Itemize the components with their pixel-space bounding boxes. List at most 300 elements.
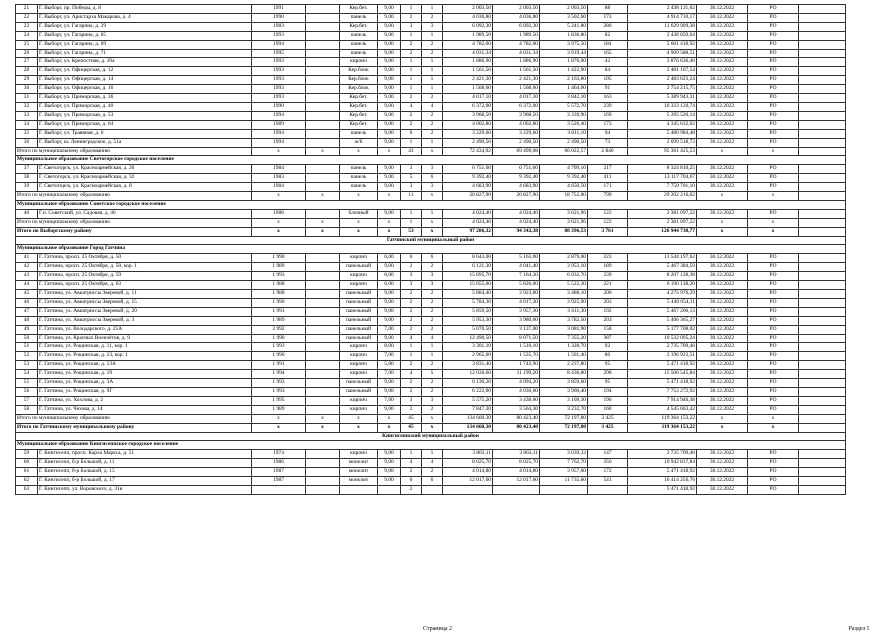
subtotal-label: Итого по муниципальному образованию xyxy=(16,414,252,423)
table-cell xyxy=(340,485,378,494)
table-row xyxy=(16,40,846,49)
table-cell: РО xyxy=(748,174,799,183)
table-cell-empty xyxy=(799,13,846,22)
municipality-header-row xyxy=(16,441,846,450)
table-cell xyxy=(306,183,340,192)
table-cell-empty xyxy=(799,477,846,486)
table-cell: 1 568,60 xyxy=(493,85,540,94)
table-cell: 6,00 xyxy=(378,281,401,290)
table-cell: 3 xyxy=(422,281,443,290)
table-cell: 37 xyxy=(16,165,38,174)
table-cell xyxy=(306,31,340,40)
table-cell xyxy=(306,120,340,129)
table-cell: Г. Гатчина, ул. Чехова, д. 14 xyxy=(38,405,252,414)
table-cell: 3 011,10 xyxy=(540,129,588,138)
table-cell: 2 xyxy=(422,468,443,477)
table-cell: 2 879,00 xyxy=(540,254,588,263)
table-cell: 48 xyxy=(16,316,38,325)
table-cell: РО xyxy=(748,477,799,486)
table-cell: 3 339,90 xyxy=(540,111,588,120)
table-cell: Г. Гатчина, ул. Авиатриссы Зверевой, д. 15 xyxy=(38,298,252,307)
table-cell: 3 xyxy=(401,165,422,174)
table-cell: Г. Светогорск, ул. Красноармейская, д. 8 xyxy=(38,183,252,192)
table-cell: 1986 xyxy=(252,209,306,218)
table-cell: 4 782,00 xyxy=(443,40,493,49)
table-cell: 5 480 984,48 xyxy=(628,129,697,138)
table-cell: 1991 xyxy=(252,5,306,14)
table-cell: РО xyxy=(748,102,799,111)
table-row xyxy=(16,343,846,352)
table-cell: 12 017,60 xyxy=(493,477,540,486)
table-cell: панель xyxy=(340,31,378,40)
table-cell: 2 xyxy=(401,361,422,370)
table-cell: панель xyxy=(340,40,378,49)
table-cell: 3 953,10 xyxy=(540,263,588,272)
table-row xyxy=(16,129,846,138)
table-cell: 203 xyxy=(588,298,628,307)
table-cell: панельный xyxy=(340,298,378,307)
table-cell: Г. Гатчина, ул. Рощинская, д. 9Г xyxy=(38,387,252,396)
table-cell: 3 782,50 xyxy=(540,316,588,325)
table-cell: Кер.бет. xyxy=(340,120,378,129)
table-row xyxy=(16,5,846,14)
subtotal-cell: 3 761 xyxy=(588,227,628,236)
table-cell: 43 xyxy=(16,272,38,281)
table-cell: 7 914 946,38 xyxy=(628,396,697,405)
table-cell: 1 510,10 xyxy=(493,343,540,352)
municipality-header-row xyxy=(16,245,846,254)
table-cell: 4 275 976,29 xyxy=(628,290,697,299)
table-cell: 82 xyxy=(588,31,628,40)
table-cell: 1995 xyxy=(252,49,306,58)
table-cell: 80 xyxy=(588,352,628,361)
table-cell xyxy=(422,485,443,494)
table-cell: Г. Выборг, ул. Приморская, д. 36 xyxy=(38,94,252,103)
subtotal-cell: 20 827,90 xyxy=(493,192,540,201)
table-cell: Г. Кингисепп, б-р Большой, д. 11 xyxy=(38,459,252,468)
table-cell: 171 xyxy=(588,183,628,192)
table-cell: Г. Выборг, ул. Гагарина, д. 29 xyxy=(38,22,252,31)
table-cell xyxy=(306,379,340,388)
table-cell: 3 859,60 xyxy=(540,379,588,388)
table-cell xyxy=(306,370,340,379)
table-cell: РО xyxy=(748,316,799,325)
table-cell: 30.12.2022 xyxy=(697,85,748,94)
table-cell: 50 xyxy=(16,334,38,343)
table-cell-empty xyxy=(799,272,846,281)
table-cell: ж/б xyxy=(340,138,378,147)
table-cell: 1974 xyxy=(252,450,306,459)
table-cell: 6 121,30 xyxy=(443,263,493,272)
table-cell: РО xyxy=(748,111,799,120)
table-cell: 5 522,30 xyxy=(540,281,588,290)
table-cell: Г. Светогорск, ул. Красноармейская, д. 26 xyxy=(38,165,252,174)
table-cell: 6 xyxy=(401,254,422,263)
table-cell: 1 501,40 xyxy=(540,352,588,361)
table-cell: 6 092,30 xyxy=(443,22,493,31)
table-cell: 5 xyxy=(401,174,422,183)
page-number: Страница 2 xyxy=(422,626,453,632)
table-cell: 12 030,60 xyxy=(443,370,493,379)
table-cell: 2 xyxy=(401,120,422,129)
table-cell: 1 xyxy=(422,31,443,40)
table-cell: 30.12.2022 xyxy=(697,22,748,31)
table-row xyxy=(16,281,846,290)
municipality-header: Муниципальное образование Светогорское городское поселение xyxy=(16,156,846,165)
table-cell: 1 994 xyxy=(252,370,306,379)
table-cell: 1 xyxy=(422,85,443,94)
table-cell: Г. Гатчина, ул. Авиатриссы Зверевой, д. 3 xyxy=(38,316,252,325)
table-cell: 6 130,20 xyxy=(443,379,493,388)
table-cell: 8 643,00 xyxy=(443,254,493,263)
table-cell: 1 xyxy=(401,31,422,40)
table-cell: 3 876 636,46 xyxy=(628,58,697,67)
subtotal-cell: x xyxy=(306,423,340,432)
table-cell: РО xyxy=(748,138,799,147)
table-cell: Г. Гатчина, ул. Рощинская, д. 11, кор. 1 xyxy=(38,343,252,352)
table-cell: 6 222,00 xyxy=(443,387,493,396)
table-cell: кирпич xyxy=(340,370,378,379)
table-cell: 30.12.2022 xyxy=(697,254,748,263)
table-cell: 1983 xyxy=(252,22,306,31)
table-cell-empty xyxy=(799,414,846,423)
table-cell: 3 502,60 xyxy=(540,13,588,22)
table-cell: 2 xyxy=(422,129,443,138)
table-cell xyxy=(306,396,340,405)
table-row xyxy=(16,468,846,477)
table-cell: РО xyxy=(748,325,799,334)
table-cell: 4 545 663,42 xyxy=(628,405,697,414)
subtotal-cell: x xyxy=(697,423,748,432)
table-cell-empty xyxy=(799,485,846,494)
section-label: Раздел I xyxy=(848,626,869,632)
table-cell: 172 xyxy=(588,468,628,477)
table-cell: 30.12.2022 xyxy=(697,316,748,325)
table-cell-empty xyxy=(799,85,846,94)
table-cell: РО xyxy=(748,40,799,49)
table-cell xyxy=(306,361,340,370)
table-row xyxy=(16,67,846,76)
table-cell: 9,00 xyxy=(378,298,401,307)
table-cell: 4 xyxy=(422,334,443,343)
table-cell: 11 544 197,62 xyxy=(628,254,697,263)
table-cell: панельный xyxy=(340,387,378,396)
table-cell xyxy=(306,138,340,147)
table-cell: 5 471 418,92 xyxy=(628,361,697,370)
register-sheet xyxy=(15,4,845,495)
table-row xyxy=(16,165,846,174)
table-cell: 1 535,70 xyxy=(493,352,540,361)
table-cell: 2 xyxy=(401,379,422,388)
table-cell-empty xyxy=(799,58,846,67)
table-cell: 30.12.2022 xyxy=(697,379,748,388)
table-cell-empty xyxy=(799,325,846,334)
table-cell xyxy=(306,477,340,486)
table-cell xyxy=(306,450,340,459)
table-cell-empty xyxy=(799,450,846,459)
table-cell: 2 xyxy=(401,405,422,414)
table-cell-empty xyxy=(799,343,846,352)
table-cell: РО xyxy=(748,468,799,477)
table-cell: 30 xyxy=(16,85,38,94)
table-cell: 196 xyxy=(588,396,628,405)
table-cell: 2 003,50 xyxy=(493,5,540,14)
table-cell-empty xyxy=(799,165,846,174)
table-cell: панельный xyxy=(340,334,378,343)
table-cell: 3 229,60 xyxy=(493,129,540,138)
subtotal-cell: x xyxy=(748,414,799,423)
subtotal-label: Итого по Выборгскому району xyxy=(16,227,252,236)
table-cell: 3 925,00 xyxy=(540,298,588,307)
table-cell: 47 xyxy=(16,307,38,316)
subtotal-cell: x xyxy=(422,227,443,236)
table-cell: 42 xyxy=(16,263,38,272)
table-cell-empty xyxy=(799,379,846,388)
table-cell-empty xyxy=(799,209,846,218)
table-cell: Кер.бет. xyxy=(340,22,378,31)
table-cell: 239 xyxy=(588,102,628,111)
table-cell: 54 xyxy=(16,370,38,379)
table-cell: 4 xyxy=(401,459,422,468)
subtotal-cell: 80 423,40 xyxy=(493,414,540,423)
table-cell: 15 895,70 xyxy=(443,272,493,281)
subtotal-cell: x xyxy=(748,218,799,227)
table-cell: Г. Выборг, пр. Победы, д. 8 xyxy=(38,5,252,14)
table-cell: 2 xyxy=(401,325,422,334)
table-row xyxy=(16,272,846,281)
table-cell: 6,00 xyxy=(378,272,401,281)
table-cell: 2 490,50 xyxy=(540,138,588,147)
table-cell: 3 863,11 xyxy=(493,450,540,459)
table-cell: Г. Гатчина, просп. 25 Октября, д. 50, кор. 1 xyxy=(38,263,252,272)
table-cell: 387 xyxy=(588,334,628,343)
table-cell: 2 237,80 xyxy=(540,361,588,370)
table-cell: 1 995 xyxy=(252,396,306,405)
municipality-header: Муниципальное образование Советское городское поселение xyxy=(16,200,846,209)
table-row xyxy=(16,31,846,40)
table-cell: 1 464,00 xyxy=(540,85,588,94)
table-cell: 30.12.2022 xyxy=(697,405,748,414)
table-cell: 2 xyxy=(401,307,422,316)
table-cell: 40 xyxy=(16,209,38,218)
table-cell: 55 xyxy=(16,379,38,388)
table-cell: 30.12.2022 xyxy=(697,183,748,192)
table-cell: РО xyxy=(748,165,799,174)
table-cell: 6 xyxy=(401,477,422,486)
table-cell: 1 991 xyxy=(252,307,306,316)
subtotal-cell: 3 621,96 xyxy=(540,218,588,227)
table-cell: 8 071,50 xyxy=(493,334,540,343)
table-cell: 2 xyxy=(422,325,443,334)
table-cell xyxy=(306,165,340,174)
table-cell: 4 683,90 xyxy=(443,183,493,192)
table-cell: 1 xyxy=(422,450,443,459)
table-cell: 30.12.2022 xyxy=(697,307,748,316)
subtotal-cell: x xyxy=(697,147,748,156)
table-row xyxy=(16,174,846,183)
table-cell: 2 483 623,24 xyxy=(628,76,697,85)
table-cell: панель xyxy=(340,183,378,192)
table-cell: 3 xyxy=(401,281,422,290)
table-row xyxy=(16,450,846,459)
table-cell xyxy=(306,263,340,272)
subtotal-cell: x xyxy=(378,147,401,156)
table-cell: 2 xyxy=(422,111,443,120)
table-cell: 1 876,00 xyxy=(540,58,588,67)
table-cell: 9,00 xyxy=(378,85,401,94)
subtotal-cell: x xyxy=(697,192,748,201)
table-cell: монолит xyxy=(340,477,378,486)
subtotal-cell: x xyxy=(340,423,378,432)
table-cell: Кер.бет. xyxy=(340,111,378,120)
table-cell: 3 968,50 xyxy=(493,111,540,120)
table-cell: 5 572,70 xyxy=(540,102,588,111)
table-cell: 5 389 943,31 xyxy=(628,94,697,103)
table-cell: 184 xyxy=(588,40,628,49)
table-cell: 61 xyxy=(16,468,38,477)
table-cell: 173 xyxy=(588,120,628,129)
table-cell xyxy=(306,290,340,299)
table-cell: 30.12.2022 xyxy=(697,352,748,361)
table-cell-empty xyxy=(799,67,846,76)
table-cell: 1 993 xyxy=(252,379,306,388)
table-cell: 1 422,90 xyxy=(540,67,588,76)
table-cell-empty xyxy=(799,192,846,201)
table-cell: 160 xyxy=(588,405,628,414)
table-cell: 3 xyxy=(422,183,443,192)
table-cell: 189 xyxy=(588,263,628,272)
table-cell: 1 xyxy=(422,58,443,67)
table-cell: 4 024,40 xyxy=(443,209,493,218)
table-cell xyxy=(306,174,340,183)
subtotal-label: Итого по Гатчинскому муниципальному району xyxy=(16,423,252,432)
subtotal-cell: x xyxy=(697,414,748,423)
table-cell: 11 629 909,38 xyxy=(628,22,697,31)
table-cell: 1994 xyxy=(252,40,306,49)
table-cell: 3 039,33 xyxy=(540,450,588,459)
table-cell: 8 436,80 xyxy=(540,370,588,379)
table-cell: РО xyxy=(748,120,799,129)
table-cell-empty xyxy=(799,138,846,147)
table-row xyxy=(16,209,846,218)
table-cell-empty xyxy=(799,387,846,396)
table-cell: 4 017,10 xyxy=(443,94,493,103)
table-cell: 4 031,34 xyxy=(493,49,540,58)
table-cell: 30.12.2022 xyxy=(697,31,748,40)
table-cell: Г. Гатчина, просп. 25 Октября, д. 50 xyxy=(38,254,252,263)
table-cell: РО xyxy=(748,290,799,299)
table-cell: 5 471 418,92 xyxy=(628,379,697,388)
table-cell: 30.12.2022 xyxy=(697,49,748,58)
table-cell: панельный xyxy=(340,263,378,272)
table-cell: 41 xyxy=(16,254,38,263)
table-cell: 1 xyxy=(401,5,422,14)
subtotal-cell: 53 xyxy=(401,227,422,236)
table-cell: РО xyxy=(748,272,799,281)
table-cell: РО xyxy=(748,352,799,361)
table-cell: 5 070,50 xyxy=(443,325,493,334)
table-cell: 73 xyxy=(588,138,628,147)
table-cell: 2 xyxy=(422,316,443,325)
table-cell: 1 xyxy=(422,138,443,147)
table-cell: 1 990 xyxy=(252,352,306,361)
table-cell xyxy=(540,485,588,494)
table-cell: 3 109,30 xyxy=(540,396,588,405)
table-cell xyxy=(306,13,340,22)
table-cell: 2 xyxy=(422,290,443,299)
table-cell: 9,00 xyxy=(378,58,401,67)
table-row xyxy=(16,379,846,388)
table-cell: 7 762,70 xyxy=(540,459,588,468)
table-cell: 1 xyxy=(401,352,422,361)
subtotal-cell: x xyxy=(306,414,340,423)
table-cell: 30.12.2022 xyxy=(697,450,748,459)
table-cell: 12 017,60 xyxy=(443,477,493,486)
table-cell-empty xyxy=(799,94,846,103)
table-cell: 30.12.2022 xyxy=(697,272,748,281)
table-cell: 1 328,70 xyxy=(540,343,588,352)
subtotal-cell: 29 202 216,02 xyxy=(628,192,697,201)
table-cell: 1 xyxy=(422,343,443,352)
table-cell: 1986 xyxy=(252,459,306,468)
table-cell: Г. Выборг, ул. Офицерская, д. 14 xyxy=(38,76,252,85)
table-cell: 1 989,50 xyxy=(443,31,493,40)
table-cell: 3 xyxy=(401,396,422,405)
table-cell: 9,00 xyxy=(378,94,401,103)
table-cell: 30.12.2022 xyxy=(697,67,748,76)
table-cell: кирпич xyxy=(340,396,378,405)
table-cell: 6 xyxy=(401,129,422,138)
table-cell: 9,00 xyxy=(378,334,401,343)
table-cell xyxy=(306,209,340,218)
table-cell: 30.12.2022 xyxy=(697,111,748,120)
subtotal-cell: x xyxy=(252,192,306,201)
table-cell: 217 xyxy=(588,165,628,174)
table-cell xyxy=(306,387,340,396)
table-cell: Г. Гатчина, ул. Хохлова, д. 2 xyxy=(38,396,252,405)
table-cell: 22 xyxy=(16,13,38,22)
table-cell: 1 xyxy=(422,209,443,218)
table-cell: 6 xyxy=(422,254,443,263)
table-cell: 9,00 xyxy=(378,316,401,325)
subtotal-cell: 95 361 425,53 xyxy=(628,147,697,156)
table-cell: 9,00 xyxy=(378,67,401,76)
table-cell: 1 993 xyxy=(252,387,306,396)
table-cell: 2 196 923,51 xyxy=(628,352,697,361)
table-cell: 2 438 059,64 xyxy=(628,31,697,40)
subtotal-row xyxy=(16,192,846,201)
table-cell: 1 xyxy=(401,58,422,67)
table-cell: 9,00 xyxy=(378,76,401,85)
subtotal-cell: 88 396,53 xyxy=(540,227,588,236)
table-cell: Г. Выборг, ул. Приморская, д. 53 xyxy=(38,111,252,120)
table-cell: 5 466 365,27 xyxy=(628,316,697,325)
table-cell: 12 490,50 xyxy=(443,334,493,343)
table-cell: 1983 xyxy=(252,174,306,183)
table-cell: 1993 xyxy=(252,85,306,94)
table-cell: Г. Гатчина, ул. Авиатриссы Зверевой, д. 11 xyxy=(38,290,252,299)
table-row xyxy=(16,49,846,58)
table-cell: РО xyxy=(748,31,799,40)
subtotal-cell: 80 423,40 xyxy=(493,423,540,432)
table-cell: 1 989,50 xyxy=(493,31,540,40)
subtotal-cell: x xyxy=(697,227,748,236)
table-cell-empty xyxy=(799,298,846,307)
table-cell: 1 989 xyxy=(252,405,306,414)
subtotal-cell: 1 xyxy=(401,218,422,227)
table-cell: 30.12.2022 xyxy=(697,174,748,183)
table-row xyxy=(16,298,846,307)
